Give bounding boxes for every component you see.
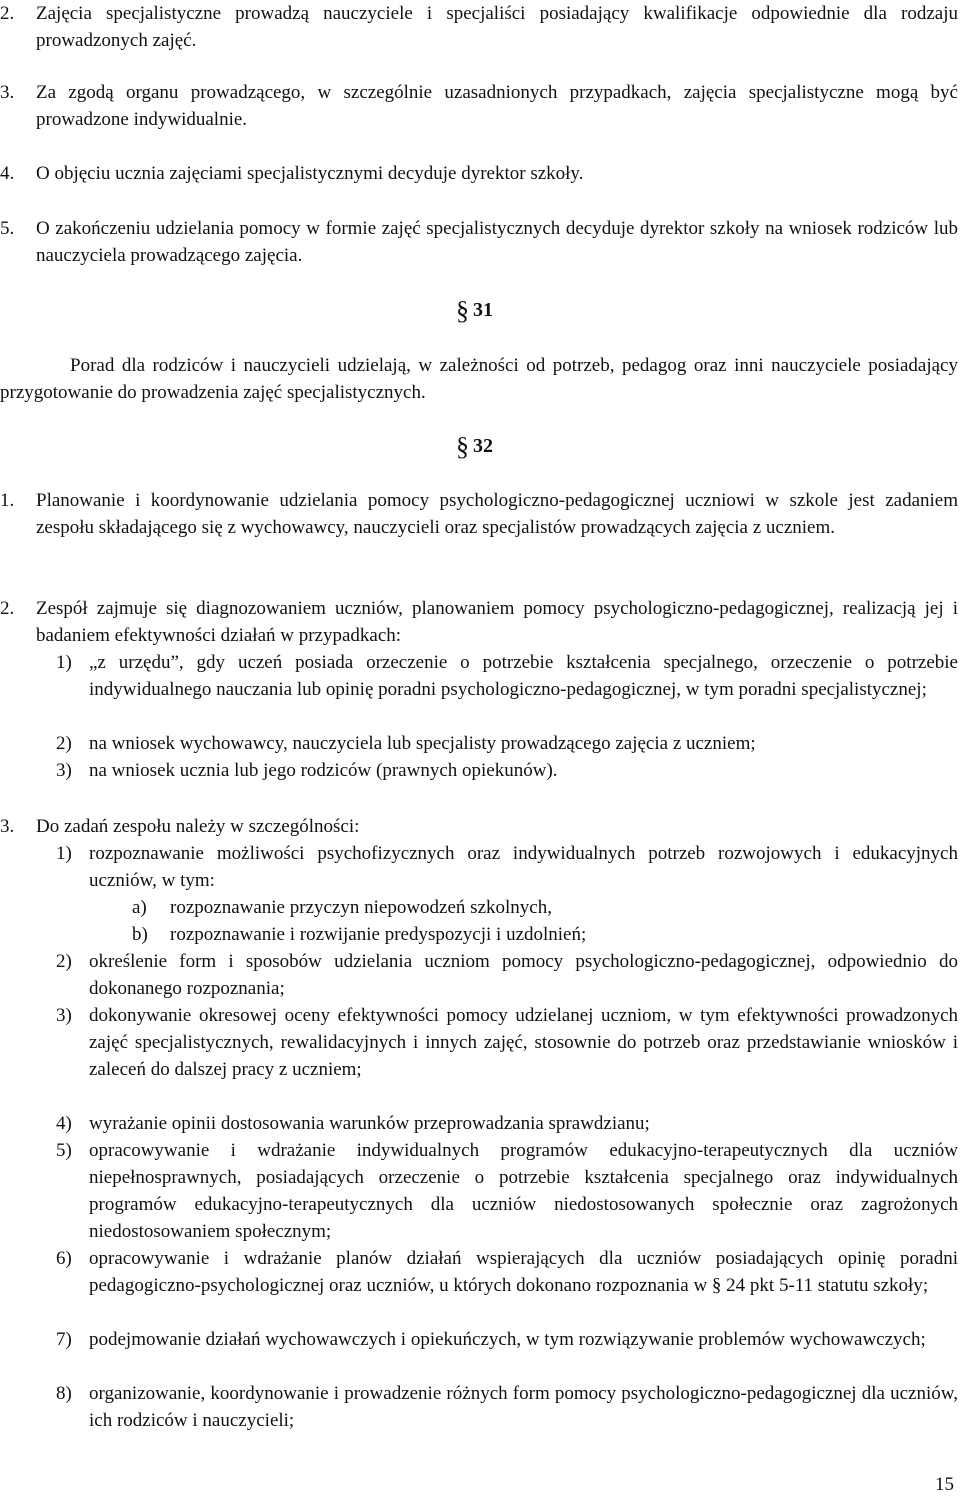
list-item: [56, 730, 958, 757]
section-sign: §: [456, 296, 469, 325]
sub-list-item: [132, 921, 958, 948]
list-item: [56, 840, 958, 894]
item-number: 7): [56, 1329, 72, 1350]
item-text: organizowanie, koordynowanie i prowadzenie różnych form pomocy psychologiczno-pedagogicznej dla uczniów, ich rodziców i nauczycieli;: [89, 1383, 958, 1431]
list-item: [56, 1380, 958, 1434]
item-text: na wniosek wychowawcy, nauczyciela lub specjalisty prowadzącego zajęcia z uczniem;: [89, 733, 756, 754]
list-item: [0, 0, 958, 54]
list-item: [56, 649, 958, 703]
item-number: 2.: [0, 598, 15, 619]
item-number: 2): [56, 733, 72, 754]
item-number: 5.: [0, 218, 15, 239]
list-item: [56, 1137, 958, 1245]
list-item: [56, 1326, 958, 1353]
item-text: Do zadań zespołu należy w szczególności:: [36, 816, 360, 837]
item-text: wyrażanie opinii dostosowania warunków przeprowadzania sprawdzianu;: [89, 1113, 650, 1134]
list-item: [0, 79, 958, 133]
item-text: Planowanie i koordynowanie udzielania pomocy psychologiczno-pedagogicznej uczniowi w szkole jest zadaniem zespołu składającego się z wychowawcy, nauczycieli oraz specjalistów prowadzących zajęcia z uczniem.: [36, 490, 958, 538]
item-text: określenie form i sposobów udzielania uczniom pomocy psychologiczno-pedagogicznej, odpowiednio do dokonanego rozpoznania;: [89, 951, 958, 999]
item-text: opracowywanie i wdrażanie planów działań wspierających dla uczniów posiadających opinię poradni pedagogiczno-psychologicznej oraz uczniów, u których dokonano rozpoznania w § 24 pkt 5-11 statutu szkoły;: [89, 1248, 958, 1296]
item-text: dokonywanie okresowej oceny efektywności pomocy udzielanej uczniom, w tym efektywności prowadzonych zajęć specjalistycznych, rewalidacyjnych i innych zajęć, stosownie do potrzeb oraz przedstawianie wniosków i zaleceń do dalszej pracy z uczniem;: [89, 1005, 958, 1080]
item-number: 6): [56, 1248, 72, 1269]
paragraph-3: [0, 813, 958, 840]
item-number: 5): [56, 1140, 72, 1161]
paragraph-2: [0, 595, 958, 649]
item-number: 8): [56, 1383, 72, 1404]
list-item: [56, 1002, 958, 1083]
item-number: 2.: [0, 3, 15, 24]
list-item: [0, 160, 958, 187]
item-text: na wniosek ucznia lub jego rodziców (prawnych opiekunów).: [89, 760, 558, 781]
list-item: [56, 757, 958, 784]
list-item: [56, 1245, 958, 1299]
item-number: 1): [56, 652, 72, 673]
list-item: [0, 215, 958, 269]
item-text: O zakończeniu udzielania pomocy w formie zajęć specjalistycznych decyduje dyrektor szkoły na wniosek rodziców lub nauczyciela prowadzącego zajęcia.: [36, 218, 958, 266]
item-text: Za zgodą organu prowadzącego, w szczególnie uzasadnionych przypadkach, zajęcia specjalistyczne mogą być prowadzone indywidualnie.: [36, 82, 958, 130]
item-number: 3): [56, 1005, 72, 1026]
item-number: 4.: [0, 163, 15, 184]
item-text: rozpoznawanie możliwości psychofizycznych oraz indywidualnych potrzeb rozwojowych i edukacyjnych uczniów, w tym:: [89, 843, 958, 891]
page-number: 15: [935, 1474, 954, 1495]
list-item: [56, 948, 958, 1002]
item-text: Zajęcia specjalistyczne prowadzą nauczyciele i specjaliści posiadający kwalifikacje odpowiednie dla rodzaju prowadzonych zajęć.: [36, 3, 958, 51]
item-text: O objęciu ucznia zajęciami specjalistycznymi decyduje dyrektor szkoły.: [36, 163, 584, 184]
section-31-paragraph: Porad dla rodziców i nauczycieli udzielają, w zależności od potrzeb, pedagog oraz inni nauczyciele posiadający przygotowanie do prowadzenia zajęć specjalistycznych.: [0, 355, 958, 403]
item-letter: b): [132, 924, 148, 945]
item-text: rozpoznawanie przyczyn niepowodzeń szkolnych,: [170, 897, 552, 918]
section-number: 32: [473, 435, 493, 457]
section-number: 31: [473, 299, 493, 321]
section-heading-32: [456, 433, 493, 460]
item-text: „z urzędu”, gdy uczeń posiada orzeczenie o potrzebie kształcenia specjalnego, orzeczenie o potrzebie indywidualnego nauczania lub opinię poradni psychologiczno-pedagogicznej, w tym poradni specjalistycznej;: [89, 652, 958, 700]
item-letter: a): [132, 897, 147, 918]
item-number: 3): [56, 760, 72, 781]
item-number: 1.: [0, 490, 15, 511]
item-number: 1): [56, 843, 72, 864]
list-item: [56, 1110, 958, 1137]
item-text: podejmowanie działań wychowawczych i opiekuńczych, w tym rozwiązywanie problemów wychowawczych;: [89, 1329, 926, 1350]
item-number: 2): [56, 951, 72, 972]
item-text: opracowywanie i wdrażanie indywidualnych programów edukacyjno-terapeutycznych dla uczniów niepełnosprawnych, posiadających orzeczenie o potrzebie kształcenia specjalnego oraz indywidualnych programów edukacyjno-terapeutycznych dla uczniów niedostosowanych społecznie oraz zagrożonych niedostosowaniem społecznym;: [89, 1140, 958, 1242]
sub-list-item: [132, 894, 958, 921]
section-sign: §: [456, 432, 469, 461]
item-number: 3.: [0, 82, 15, 103]
item-number: 3.: [0, 816, 15, 837]
paragraph-1: [0, 487, 958, 541]
item-number: 4): [56, 1113, 72, 1134]
item-text: rozpoznawanie i rozwijanie predyspozycji i uzdolnień;: [170, 924, 587, 945]
item-text: Zespół zajmuje się diagnozowaniem uczniów, planowaniem pomocy psychologiczno-pedagogicznej, realizacją jej i badaniem efektywności działań w przypadkach:: [36, 598, 958, 646]
section-heading-31: [456, 297, 493, 324]
